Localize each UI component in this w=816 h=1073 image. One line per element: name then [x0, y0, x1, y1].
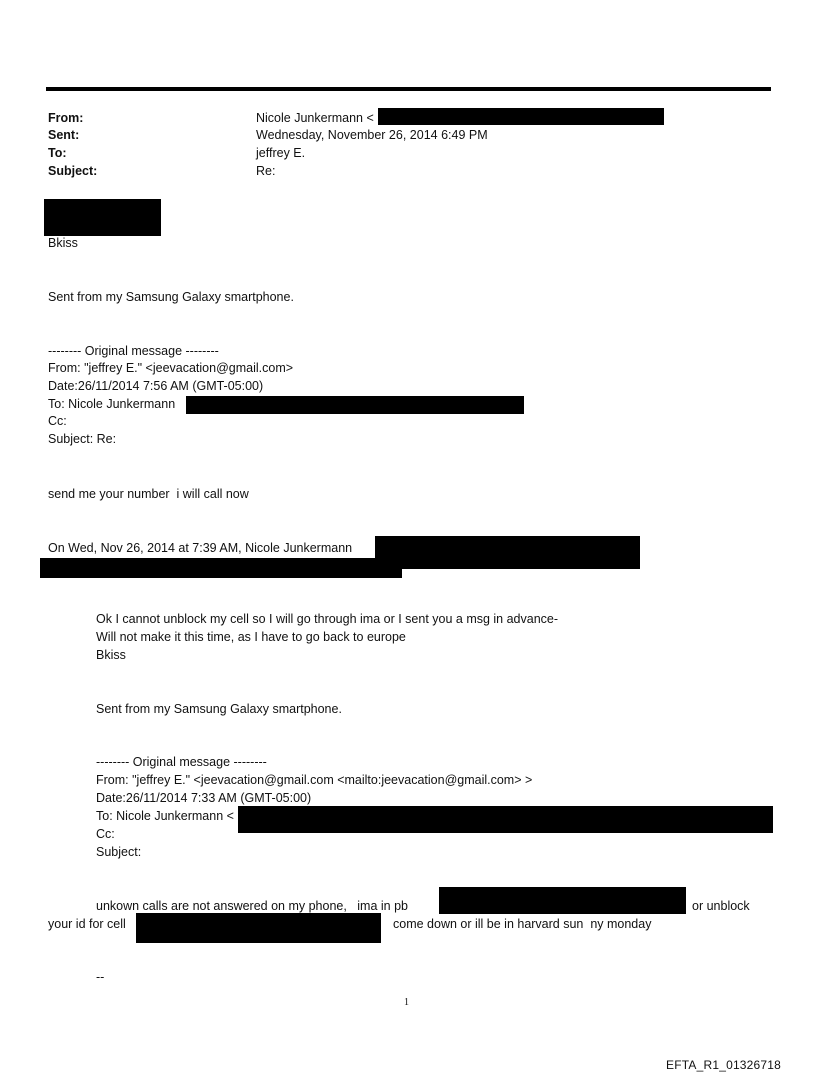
redaction-box: [186, 396, 524, 414]
subject-label: Subject:: [48, 164, 98, 178]
original-from: From: "jeffrey E." <jeevacation@gmail.com <mailto:jeevacation@gmail.com> >: [96, 773, 533, 787]
sent-value: Wednesday, November 26, 2014 6:49 PM: [256, 128, 488, 142]
signature-dashes: --: [96, 970, 105, 984]
from-value: Nicole Junkermann <: [256, 111, 374, 125]
page-number: 1: [404, 997, 409, 1008]
original-to: To: Nicole Junkermann: [48, 397, 176, 411]
original-from: From: "jeffrey E." <jeevacation@gmail.com>: [48, 361, 294, 375]
from-label: From:: [48, 111, 84, 125]
quoted-line: Ok I cannot unblock my cell so I will go through ima or I sent you a msg in advance-: [96, 612, 559, 626]
redaction-box: [44, 199, 161, 236]
redaction-box: [238, 806, 773, 833]
redaction-box: [375, 536, 640, 569]
original-date: Date:26/11/2014 7:33 AM (GMT-05:00): [96, 791, 312, 805]
original-separator: -------- Original message --------: [96, 755, 267, 769]
original-subject: Subject:: [96, 845, 142, 859]
original-body: come down or ill be in harvard sun ny monday: [393, 917, 652, 931]
quoted-line: Bkiss: [96, 648, 126, 662]
original-subject: Subject: Re:: [48, 432, 117, 446]
subject-value: Re:: [256, 164, 276, 178]
original-to: To: Nicole Junkermann <: [96, 809, 234, 823]
original-cc: Cc:: [96, 827, 115, 841]
redaction-box: [40, 558, 402, 578]
document-id: EFTA_R1_01326718: [666, 1058, 782, 1072]
sent-label: Sent:: [48, 128, 80, 142]
original-body: send me your number i will call now: [48, 487, 249, 501]
redaction-box: [378, 108, 664, 125]
original-cc: Cc:: [48, 414, 67, 428]
original-separator: -------- Original message --------: [48, 344, 219, 358]
to-value: jeffrey E.: [256, 146, 306, 160]
header-rule: [46, 87, 771, 91]
original-body: unkown calls are not answered on my phone, ima in pb: [96, 899, 408, 913]
to-label: To:: [48, 146, 67, 160]
reply-signature: Sent from my Samsung Galaxy smartphone.: [48, 290, 294, 304]
reply-line: Bkiss: [48, 236, 78, 250]
quote-intro: On Wed, Nov 26, 2014 at 7:39 AM, Nicole Junkermann: [48, 541, 353, 555]
original-body: or unblock: [692, 899, 750, 913]
original-date: Date:26/11/2014 7:56 AM (GMT-05:00): [48, 379, 264, 393]
original-body: your id for cell: [48, 917, 126, 931]
quoted-signature: Sent from my Samsung Galaxy smartphone.: [96, 702, 342, 716]
redaction-box: [439, 887, 686, 914]
quoted-line: Will not make it this time, as I have to go back to europe: [96, 630, 406, 644]
redaction-box: [136, 913, 381, 943]
